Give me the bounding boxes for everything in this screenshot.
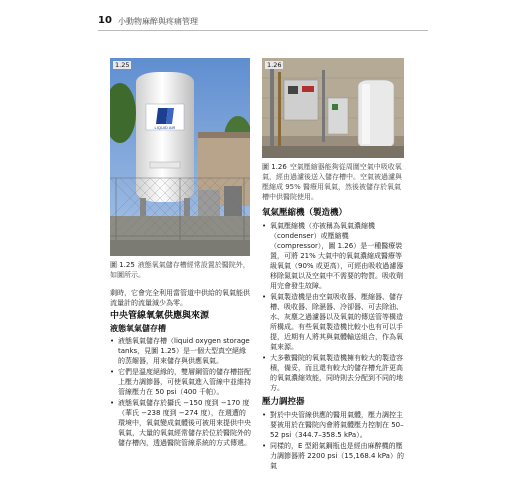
bullet-icon: • [110,399,115,407]
bullet-icon: • [262,222,267,230]
list-item: • 它們是溫度絕緣的，雙層鋼管的儲存槽搭配上壓力調節器，可使氧氣進入管線中並維持管線壓力在 50 psi（400 千帕）。 [110,368,251,396]
bullet-icon: • [110,337,115,345]
figure-1-26 [262,58,404,158]
bullet-icon: • [262,411,267,419]
right-column [262,204,406,472]
oxygen-compressor-photo [262,58,404,158]
caption-number: 圖 1.26 [262,163,287,171]
bullet-icon: • [262,354,267,362]
bullet-list [262,221,406,393]
bullet-list [110,336,252,448]
list-item: • 同樣的，E 型鋁氣鋼瓶也是經由麻醉機的壓力調節器將 2200 psi（15,168.4 kPa）的氣 [262,442,404,470]
list-item: • 液態氧氣儲存槽（liquid oxygen storage tanks，見圖 1.25）是一個大型真空絕緣的蒸餾器，用來儲存與供應氧氣。 [110,337,250,365]
list-item: • 大多數醫院的氧氣製造機擁有較大的製造容積，備妥，而且還有較大的儲存槽允許更高的氧氣濃縮效能，同時則去分配到不同的地方。 [262,354,403,392]
subsection-title: 液態氧氣儲存槽 [110,324,166,333]
list-item: • 氧氣製造機是由空氣吸收器、壓縮器、儲存槽、吸收器、除濕器、冷卻器、可去除油、水、灰塵之過濾器以及氧氣的傳送管等構造所構成。有些氧氣製造機比較小也有可以手提，近期有人將其與氣體輸送組合，作為氧氣來源。 [262,293,403,351]
list-item: • 液態氧氣儲存於攝氏 −150 度到 −170 度（華氏 −238 度到 −274 度），在週遭的環境中，氧氣變成氣體後可被用來提供中央氧氣，大量的氧氣經常儲存於位於醫院外的儲存槽內，透過醫院管線系統的方式傳遞。 [110,399,251,447]
page-number: 10 [98,15,112,26]
section-title: 壓力調控器 [262,397,305,407]
figure-label: 1.26 [267,61,282,69]
section-title: 中央管線氧氣供應與來源 [110,311,210,321]
liquid-oxygen-tank-photo [110,58,250,256]
running-title: 小動物麻醉與疼痛管理 [118,17,198,26]
bullet-icon: • [262,293,267,301]
page-header [98,14,428,31]
figure-label: 1.25 [115,61,130,69]
bullet-list [262,410,406,471]
intro-paragraph: 剩時，它會完全利用當管道中供給的氧氣能供流量計的流量減少為零。 [110,289,250,307]
left-column [110,288,252,449]
tank-logo-text: LIQUID AIR [154,125,176,130]
caption-text: 空氣壓縮器能夠從周圍空氣中吸收氧氣，經由過濾後送入儲存槽中。空氣被過濾與壓縮成 95% 醫療用氧氣，然後被儲存於氧氣槽中供醫院使用。 [262,163,402,201]
section-title: 氧氣壓縮機（製造機） [262,208,348,218]
list-item: • 對於中央管線供應的醫用氣體，壓力調控主要被用於在醫院內會將氣體壓力控制在 50–52 psi（344.7–358.5 kPa）。 [262,411,404,439]
figure-1-25-caption [110,260,250,280]
figure-1-25 [110,58,250,256]
figure-1-26-caption [262,162,404,202]
caption-text: 液態氧氣儲存槽經常設置於醫院外，如圖所示。 [110,261,250,279]
list-item: • 氧氣壓縮機（亦被稱為氧氣濃縮機（condenser）或壓縮機（compressor），圖 1.26）是一種醫療裝置，可將 21% 大氣中的氧氣濃縮成醫療等級氧氣（90% 或更高），可經由吸收過濾器移除氮氣以及空氣中不需要的物質。吸收劑用完會發生故障。 [262,222,404,290]
bullet-icon: • [110,368,115,376]
bullet-icon: • [262,442,267,450]
caption-number: 圖 1.25 [110,261,135,269]
